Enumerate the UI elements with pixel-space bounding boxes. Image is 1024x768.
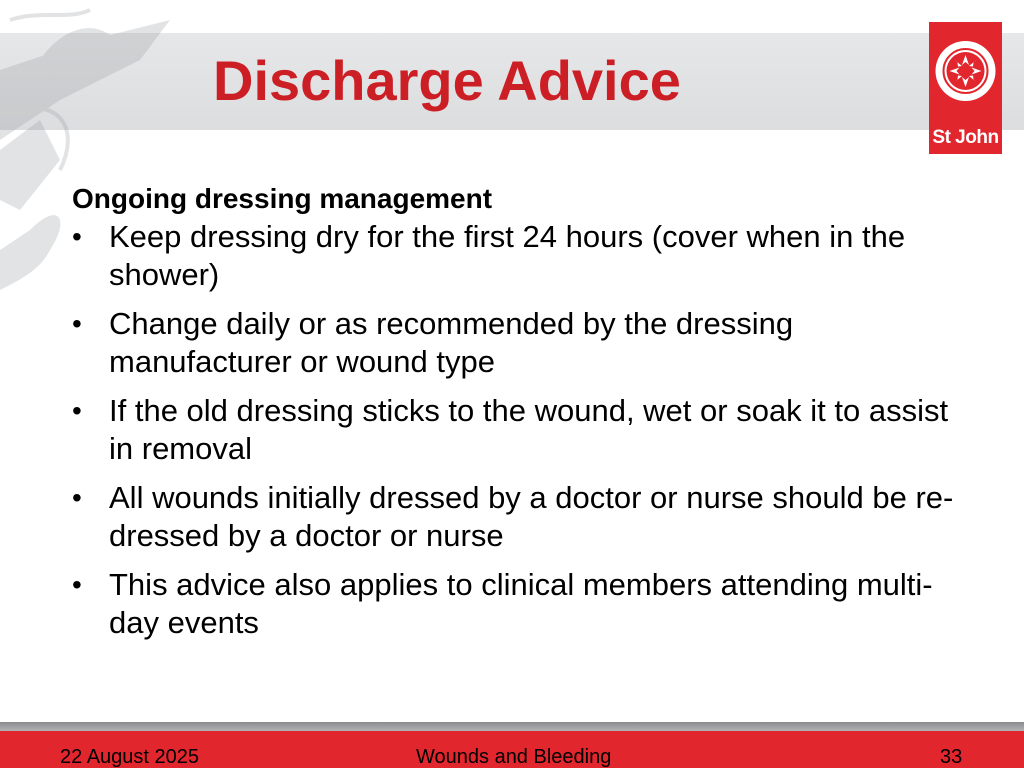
slide-body: [72, 180, 972, 642]
slide-title: Discharge Advice: [213, 49, 681, 112]
section-heading: Ongoing dressing management: [72, 183, 493, 214]
page-number: 33: [940, 746, 963, 768]
st-john-emblem-icon: [933, 35, 998, 115]
footer-date: 22 August 2025: [60, 746, 200, 768]
bullet-list: [72, 218, 972, 642]
bullet-text: This advice also applies to clinical members attending multi-day events: [109, 567, 933, 640]
bullet-text: All wounds initially dressed by a doctor or nurse should be re-dressed by a doctor or nurse: [109, 480, 954, 553]
st-john-logo: [929, 22, 1002, 154]
list-item: [72, 218, 972, 294]
bullet-icon: •: [72, 482, 82, 513]
list-item: [72, 305, 972, 381]
bullet-icon: •: [72, 308, 82, 339]
bullet-icon: •: [72, 395, 82, 426]
bullet-icon: •: [72, 221, 82, 252]
slide-footer: [0, 722, 1024, 768]
logo-wordmark: St John: [932, 127, 999, 148]
bullet-icon: •: [72, 569, 82, 600]
bullet-text: If the old dressing sticks to the wound, wet or soak it to assist in removal: [109, 393, 949, 466]
bullet-text: Keep dressing dry for the first 24 hours (cover when in the shower): [109, 219, 906, 292]
list-item: [72, 479, 972, 555]
list-item: [72, 566, 972, 642]
footer-topic: Wounds and Bleeding: [416, 746, 612, 768]
bullet-text: Change daily or as recommended by the dressing manufacturer or wound type: [109, 306, 794, 379]
footer-divider: [0, 722, 1024, 731]
list-item: [72, 392, 972, 468]
